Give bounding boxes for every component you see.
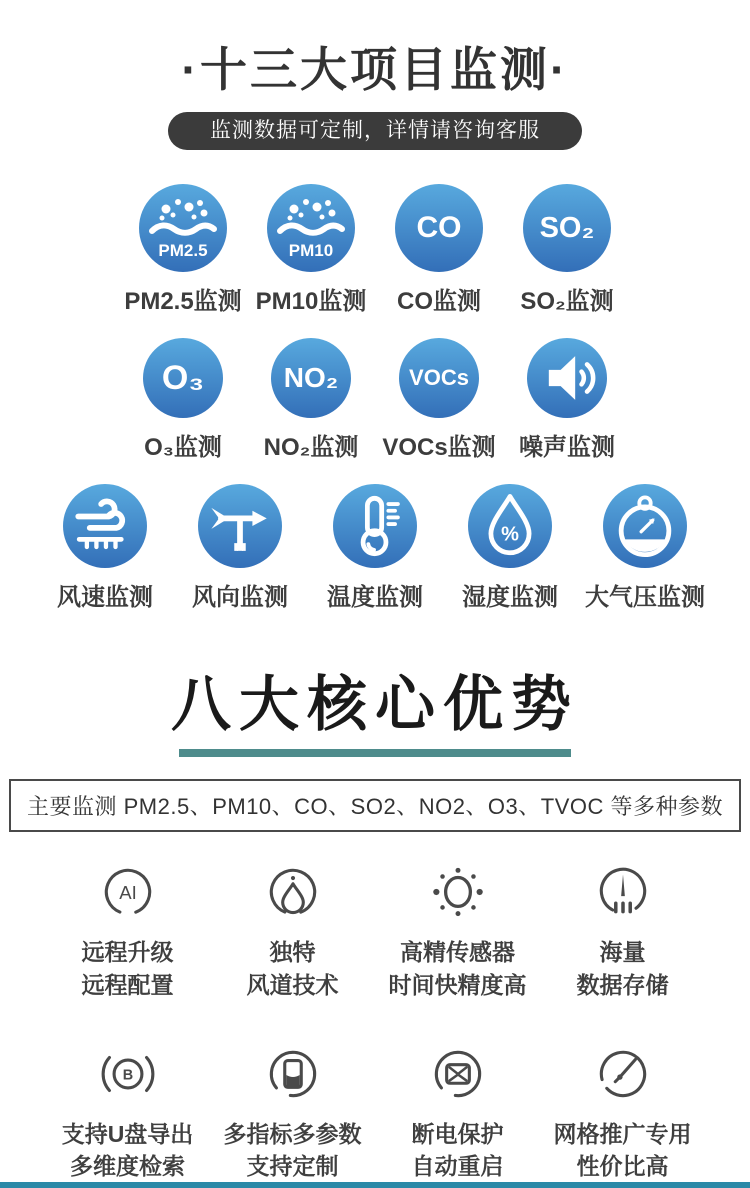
no2-symbol: NO₂ [283,362,339,394]
advantage-line2: 自动重启 [411,1153,504,1180]
temperature-circle [333,484,417,568]
monitor-item-pressure [578,484,713,612]
monitor-label: PM2.5监测 [124,288,242,316]
monitor-item-co [375,184,503,316]
sun-sensor-icon [425,862,491,924]
advantage-item-usb-export [45,1044,210,1183]
monitor-label: 温度监测 [327,584,423,612]
advantage-line2: 性价比高 [576,1153,669,1180]
pressure-circle [603,484,687,568]
thermometer-icon [333,484,417,568]
humidity-droplet-icon [468,484,552,568]
monitor-row-1 [0,184,750,316]
wind-vane-icon [198,484,282,568]
page-title: ·十三大项目监测· [181,43,569,96]
monitor-row-3 [0,484,750,612]
advantage-line1: 支持U盘导出 [61,1120,194,1147]
monitor-label: 风向监测 [192,584,288,612]
advantage-line2: 时间快精度高 [388,972,527,999]
b-glyph: B [122,1067,133,1084]
o3-symbol: O₃ [161,358,205,397]
humidity-circle [468,484,552,568]
monitor-label: 大气压监测 [585,584,705,612]
speaker-icon [527,338,607,418]
wind-direction-circle [198,484,282,568]
monitor-item-no2 [247,338,375,462]
monitor-item-vocs [375,338,503,462]
pm10-circle [267,184,355,272]
advantage-item-air-duct [210,862,375,1001]
advantage-line1: 多指标多参数 [223,1120,362,1147]
usb-b-icon [95,1044,161,1106]
monitor-label: PM10监测 [255,288,367,316]
advantage-line1: 网格推广专用 [553,1120,692,1147]
subtitle-pill: 监测数据可定制，详情请咨询客服 [168,112,582,150]
advantage-line2: 数据存储 [576,972,669,999]
monitor-item-wind-speed [38,484,173,612]
title-underline [179,749,571,757]
gauge-needle-icon [590,1044,656,1106]
bottom-accent-bar [0,1182,750,1188]
so2-circle [523,184,611,272]
advantage-item-remote-upgrade [45,862,210,1001]
monitor-row-2 [0,338,750,462]
data-stream-icon [590,862,656,924]
monitor-label: 噪声监测 [519,434,615,462]
monitor-item-temperature [308,484,443,612]
monitor-label: 风速监测 [57,584,153,612]
monitor-item-pm25 [119,184,247,316]
barometer-icon [603,484,687,568]
pm10-badge: PM10 [288,241,334,261]
advantage-line2: 多维度检索 [70,1153,185,1180]
params-banner-row [0,779,750,832]
advantage-line1: 远程升级 [81,939,174,966]
co-circle [395,184,483,272]
so2-symbol: SO₂ [539,211,595,244]
monitor-item-so2 [503,184,631,316]
co-symbol: CO [416,211,462,245]
ai-circle-icon [95,862,161,924]
advantage-line2: 风道技术 [246,972,339,999]
percent-glyph: % [501,523,519,546]
vocs-circle [399,338,479,418]
envelope-circle-icon [425,1044,491,1106]
monitoring-grid [0,184,750,612]
wind-icon [63,484,147,568]
noise-circle [527,338,607,418]
monitor-label: 湿度监测 [462,584,558,612]
advantage-item-cost-effective [540,1044,705,1183]
monitor-label: O₃监测 [144,434,222,462]
ai-glyph: AI [118,882,137,904]
vocs-symbol: VOCs [409,365,469,391]
o3-circle [143,338,223,418]
droplet-circle-icon [260,862,326,924]
monitor-item-o3 [119,338,247,462]
monitor-label: NO₂监测 [263,434,359,462]
monitor-item-pm10 [247,184,375,316]
advantage-line1: 海量 [599,939,646,966]
wind-speed-circle [63,484,147,568]
advantage-item-multi-param [210,1044,375,1183]
monitor-label: VOCs监测 [382,434,496,462]
no2-circle [271,338,351,418]
advantage-line1: 断电保护 [411,1120,504,1147]
beaker-circle-icon [260,1044,326,1106]
monitor-item-noise [503,338,631,462]
header [0,0,750,150]
advantage-line1: 高精传感器 [400,939,515,966]
advantage-item-data-storage [540,862,705,1001]
params-banner: 主要监测 PM2.5、PM10、CO、SO2、NO2、O3、TVOC 等多种参数 [9,779,741,832]
monitor-item-humidity [443,484,578,612]
monitor-label: CO监测 [397,288,481,316]
advantage-line2: 支持定制 [246,1153,339,1180]
pm25-badge: PM2.5 [158,241,208,261]
pm25-circle [139,184,227,272]
advantage-line1: 独特 [269,939,316,966]
monitor-item-wind-direction [173,484,308,612]
advantage-item-power-protect [375,1044,540,1183]
advantage-line2: 远程配置 [81,972,174,999]
advantage-item-sensor [375,862,540,1001]
advantages-grid [45,862,705,1183]
monitor-label: SO₂监测 [520,288,614,316]
advantages-title: 八大核心优势 [171,672,579,739]
